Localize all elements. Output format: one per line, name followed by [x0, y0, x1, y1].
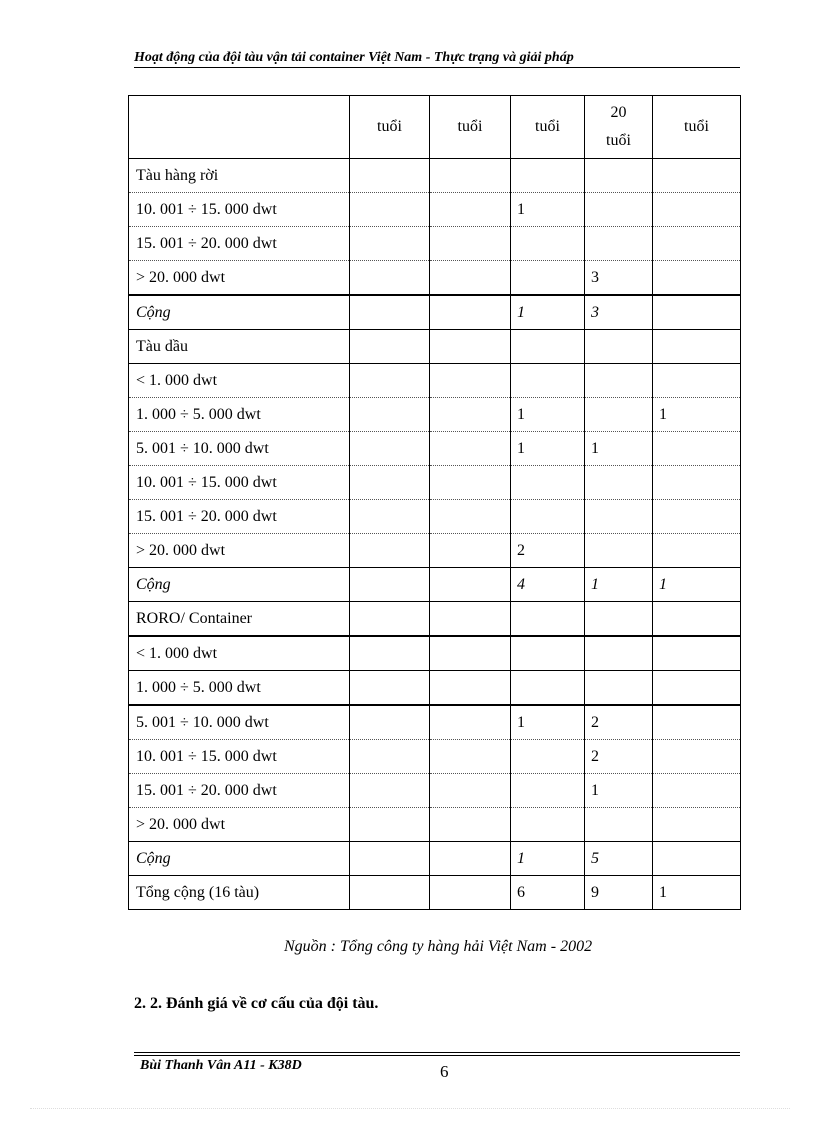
value-cell: 1 — [585, 774, 653, 808]
value-cell — [653, 842, 741, 876]
value-cell — [350, 159, 430, 193]
value-cell — [511, 671, 585, 706]
table-row — [129, 466, 741, 500]
value-cell — [350, 636, 430, 671]
value-cell — [653, 500, 741, 534]
value-cell — [653, 705, 741, 740]
value-cell — [430, 876, 511, 910]
value-cell — [585, 500, 653, 534]
value-cell: 2 — [585, 705, 653, 740]
footer-author: Bùi Thanh Vân A11 - K38D — [140, 1058, 302, 1073]
value-cell — [511, 808, 585, 842]
table-row — [129, 602, 741, 637]
running-header: Hoạt động của đội tàu vận tải container Việt Nam - Thực trạng và giải pháp — [134, 50, 574, 65]
row-label-cell: 5. 001 ÷ 10. 000 dwt — [129, 432, 350, 466]
value-cell — [653, 808, 741, 842]
value-cell — [585, 364, 653, 398]
value-cell — [430, 568, 511, 602]
row-label-cell: > 20. 000 dwt — [129, 261, 350, 296]
value-cell — [350, 740, 430, 774]
value-cell — [653, 330, 741, 364]
value-cell: 1 — [511, 295, 585, 330]
value-cell — [511, 364, 585, 398]
value-cell — [350, 842, 430, 876]
value-cell — [653, 774, 741, 808]
value-cell: 1 — [511, 432, 585, 466]
table-row — [129, 876, 741, 910]
section-heading: 2. 2. Đánh giá về cơ cấu của đội tàu. — [134, 995, 379, 1012]
table-row — [129, 842, 741, 876]
table-row — [129, 568, 741, 602]
table-row — [129, 432, 741, 466]
row-label-cell: 10. 001 ÷ 15. 000 dwt — [129, 740, 350, 774]
table-row — [129, 705, 741, 740]
row-label-cell: Tàu hàng rời — [129, 159, 350, 193]
value-cell — [350, 671, 430, 706]
value-cell: 1 — [653, 876, 741, 910]
value-cell — [653, 740, 741, 774]
table-row — [129, 808, 741, 842]
value-cell — [430, 602, 511, 637]
value-cell: 1 — [585, 568, 653, 602]
table-row — [129, 398, 741, 432]
value-cell — [430, 295, 511, 330]
value-cell — [430, 808, 511, 842]
value-cell — [430, 534, 511, 568]
value-cell — [350, 398, 430, 432]
row-label-cell: Tổng cộng (16 tàu) — [129, 876, 350, 910]
value-cell: 1 — [511, 842, 585, 876]
table-row — [129, 774, 741, 808]
value-cell: 2 — [585, 740, 653, 774]
value-cell: 5 — [585, 842, 653, 876]
row-label-cell: Cộng — [129, 295, 350, 330]
header-cell: tuổi — [430, 96, 511, 159]
table-header-row — [129, 96, 741, 159]
value-cell — [350, 808, 430, 842]
row-label-cell: Cộng — [129, 568, 350, 602]
value-cell: 1 — [585, 432, 653, 466]
value-cell — [350, 876, 430, 910]
value-cell — [350, 432, 430, 466]
value-cell — [511, 500, 585, 534]
row-label-cell: > 20. 000 dwt — [129, 534, 350, 568]
value-cell — [653, 193, 741, 227]
row-label-cell: 1. 000 ÷ 5. 000 dwt — [129, 398, 350, 432]
value-cell — [511, 261, 585, 296]
table-row — [129, 227, 741, 261]
value-cell — [430, 432, 511, 466]
value-cell — [653, 432, 741, 466]
value-cell — [430, 500, 511, 534]
value-cell: 9 — [585, 876, 653, 910]
value-cell — [653, 261, 741, 296]
header-cell: tuổi — [653, 96, 741, 159]
footer-rule — [134, 1052, 740, 1053]
table-row — [129, 295, 741, 330]
table-row — [129, 159, 741, 193]
header-cell: tuổi — [350, 96, 430, 159]
value-cell: 1 — [653, 568, 741, 602]
value-cell: 1 — [511, 705, 585, 740]
value-cell: 1 — [511, 398, 585, 432]
value-cell — [511, 159, 585, 193]
value-cell — [430, 227, 511, 261]
value-cell — [430, 364, 511, 398]
value-cell — [430, 261, 511, 296]
value-cell — [511, 636, 585, 671]
value-cell — [350, 364, 430, 398]
value-cell: 1 — [653, 398, 741, 432]
value-cell — [430, 193, 511, 227]
value-cell — [585, 193, 653, 227]
value-cell — [350, 774, 430, 808]
page-bottom-border — [30, 1108, 790, 1109]
table-row — [129, 500, 741, 534]
table-row — [129, 534, 741, 568]
row-label-cell: < 1. 000 dwt — [129, 636, 350, 671]
footer-rule — [134, 1055, 740, 1056]
table-row — [129, 740, 741, 774]
value-cell — [350, 602, 430, 637]
value-cell — [430, 636, 511, 671]
value-cell — [350, 227, 430, 261]
value-cell — [585, 159, 653, 193]
value-cell — [350, 295, 430, 330]
value-cell: 2 — [511, 534, 585, 568]
value-cell — [350, 568, 430, 602]
value-cell — [430, 159, 511, 193]
value-cell — [653, 602, 741, 637]
row-label-cell: Tàu dầu — [129, 330, 350, 364]
row-label-cell: 15. 001 ÷ 20. 000 dwt — [129, 227, 350, 261]
value-cell — [350, 330, 430, 364]
value-cell — [585, 671, 653, 706]
value-cell — [350, 500, 430, 534]
value-cell — [350, 534, 430, 568]
value-cell — [585, 398, 653, 432]
value-cell — [653, 159, 741, 193]
value-cell — [511, 330, 585, 364]
table-source-note: Nguồn : Tổng công ty hàng hải Việt Nam - 2002 — [283, 938, 593, 955]
row-label-cell: 5. 001 ÷ 10. 000 dwt — [129, 705, 350, 740]
header-cell — [129, 96, 350, 159]
value-cell — [511, 774, 585, 808]
value-cell — [430, 842, 511, 876]
value-cell — [585, 808, 653, 842]
value-cell — [585, 466, 653, 500]
fleet-age-table — [128, 95, 741, 910]
value-cell: 1 — [511, 193, 585, 227]
table-row — [129, 330, 741, 364]
table-row — [129, 671, 741, 706]
row-label-cell: 15. 001 ÷ 20. 000 dwt — [129, 774, 350, 808]
row-label-cell: RORO/ Container — [129, 602, 350, 637]
value-cell — [430, 466, 511, 500]
value-cell — [653, 534, 741, 568]
row-label-cell: 15. 001 ÷ 20. 000 dwt — [129, 500, 350, 534]
value-cell — [430, 330, 511, 364]
value-cell — [350, 466, 430, 500]
value-cell — [585, 602, 653, 637]
value-cell — [585, 636, 653, 671]
table-row — [129, 193, 741, 227]
page-number: 6 — [440, 1062, 449, 1081]
value-cell — [430, 740, 511, 774]
row-label-cell: 10. 001 ÷ 15. 000 dwt — [129, 193, 350, 227]
value-cell — [350, 261, 430, 296]
value-cell — [430, 398, 511, 432]
value-cell — [350, 193, 430, 227]
value-cell — [653, 295, 741, 330]
value-cell — [653, 466, 741, 500]
value-cell — [511, 466, 585, 500]
table-row — [129, 636, 741, 671]
value-cell — [430, 705, 511, 740]
header-cell: tuổi — [511, 96, 585, 159]
value-cell — [511, 740, 585, 774]
row-label-cell: > 20. 000 dwt — [129, 808, 350, 842]
value-cell — [585, 227, 653, 261]
value-cell — [350, 705, 430, 740]
value-cell — [430, 774, 511, 808]
header-rule — [134, 67, 740, 68]
header-cell: 20 tuổi — [585, 96, 653, 159]
row-label-cell: 1. 000 ÷ 5. 000 dwt — [129, 671, 350, 706]
table-row — [129, 364, 741, 398]
value-cell: 4 — [511, 568, 585, 602]
row-label-cell: Cộng — [129, 842, 350, 876]
value-cell — [653, 671, 741, 706]
value-cell: 3 — [585, 261, 653, 296]
row-label-cell: 10. 001 ÷ 15. 000 dwt — [129, 466, 350, 500]
table-row — [129, 261, 741, 296]
value-cell: 6 — [511, 876, 585, 910]
row-label-cell: < 1. 000 dwt — [129, 364, 350, 398]
value-cell — [511, 227, 585, 261]
value-cell — [585, 534, 653, 568]
value-cell — [430, 671, 511, 706]
value-cell — [653, 227, 741, 261]
value-cell — [653, 364, 741, 398]
value-cell — [585, 330, 653, 364]
value-cell: 3 — [585, 295, 653, 330]
value-cell — [653, 636, 741, 671]
value-cell — [511, 602, 585, 637]
